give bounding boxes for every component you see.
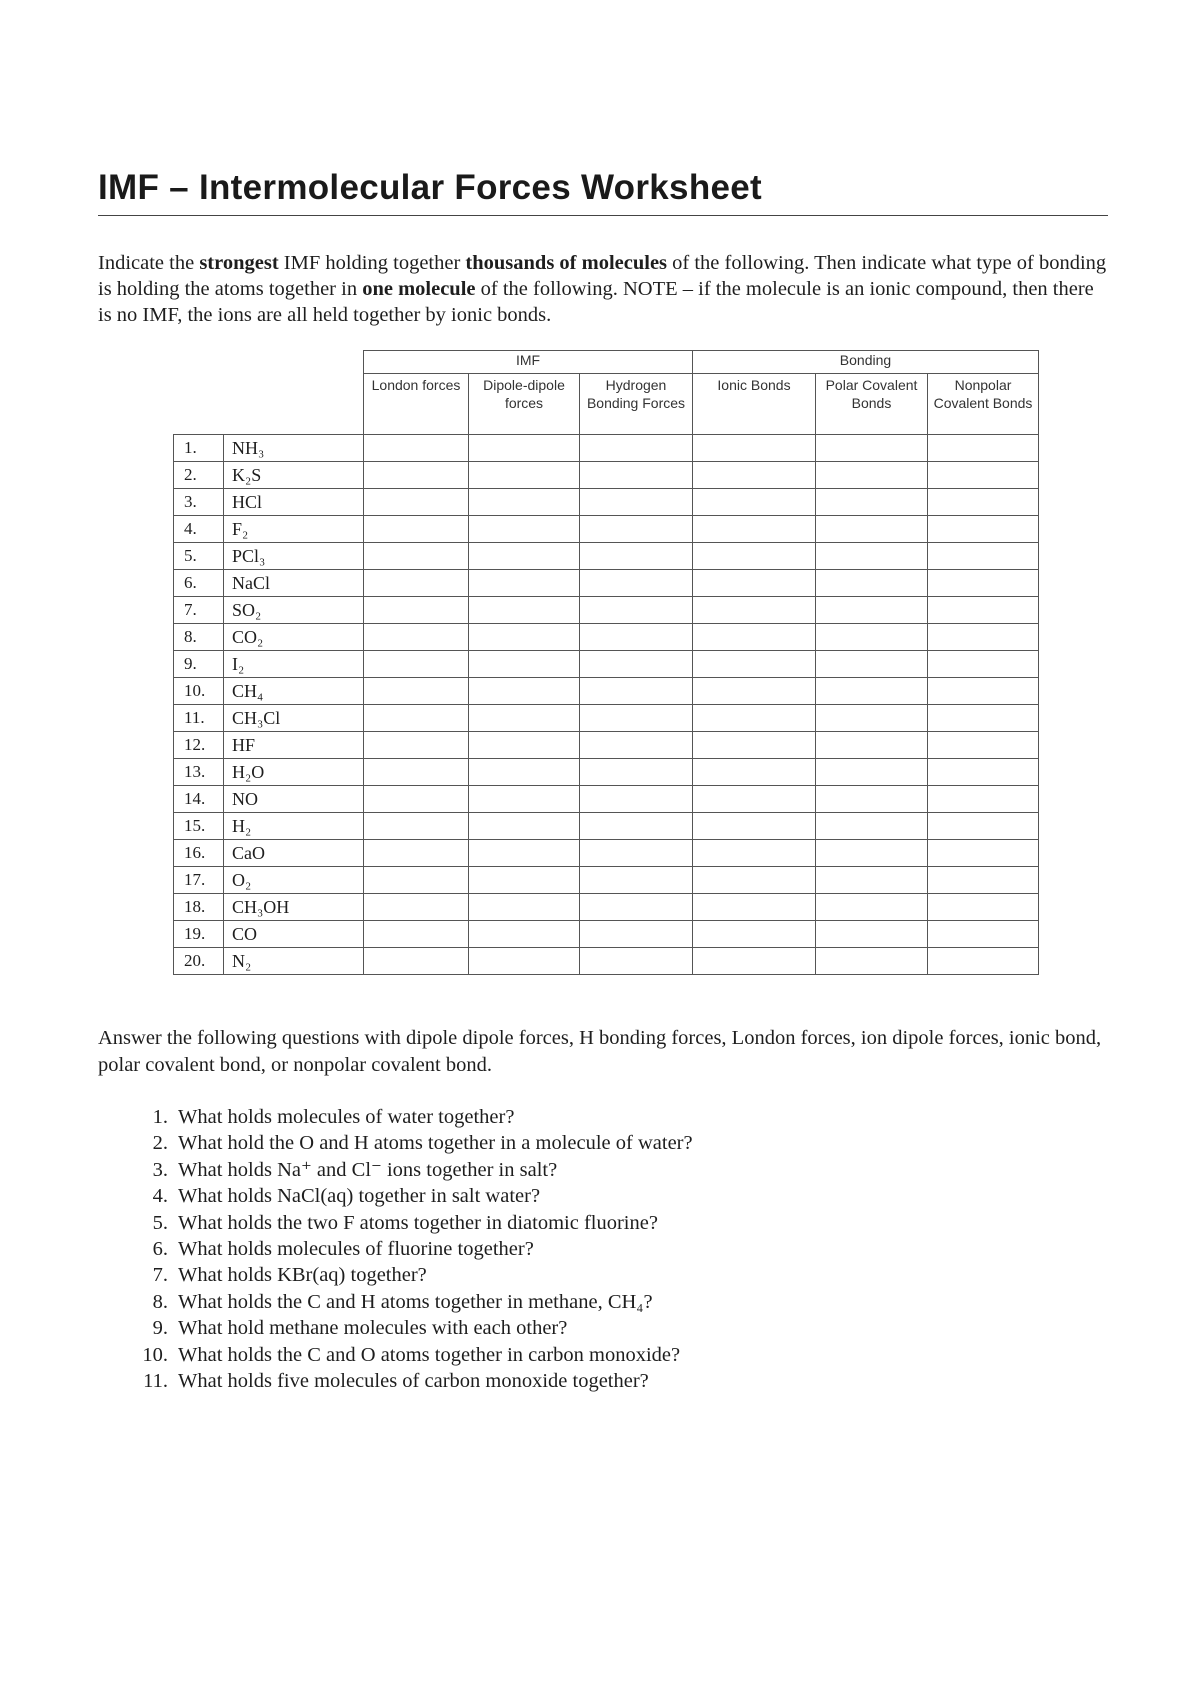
compound-formula: O₂ <box>224 867 364 894</box>
answer-cell-london[interactable] <box>364 516 469 543</box>
table-row <box>174 759 1039 786</box>
answer-cell-ionic[interactable] <box>693 948 816 975</box>
answer-cell-dipole[interactable] <box>469 705 580 732</box>
question-item <box>132 1157 693 1183</box>
answer-cell-nonpolar-covalent[interactable] <box>928 894 1039 921</box>
answer-cell-nonpolar-covalent[interactable] <box>928 840 1039 867</box>
answer-cell-london[interactable] <box>364 570 469 597</box>
table-row <box>174 894 1039 921</box>
answer-cell-dipole[interactable] <box>469 543 580 570</box>
answer-cell-nonpolar-covalent[interactable] <box>928 543 1039 570</box>
table-body <box>174 435 1039 975</box>
question-text: What holds NaCl(aq) together in salt water? <box>178 1185 541 1208</box>
compound-formula: K₂S <box>224 462 364 489</box>
question-number: 5. <box>152 1211 168 1234</box>
answer-cell-hydrogen[interactable] <box>580 435 693 462</box>
question-text: What holds the C and O atoms together in carbon monoxide? <box>178 1343 681 1366</box>
row-number: 5. <box>174 543 224 570</box>
answer-cell-polar-covalent[interactable] <box>816 516 928 543</box>
question-item <box>132 1210 693 1236</box>
answer-cell-polar-covalent[interactable] <box>816 624 928 651</box>
answer-cell-dipole[interactable] <box>469 435 580 462</box>
answer-cell-london[interactable] <box>364 651 469 678</box>
row-number: 12. <box>174 732 224 759</box>
table-row <box>174 624 1039 651</box>
answer-cell-ionic[interactable] <box>693 867 816 894</box>
answer-cell-nonpolar-covalent[interactable] <box>928 678 1039 705</box>
answer-cell-ionic[interactable] <box>693 597 816 624</box>
compound-formula: HCl <box>224 489 364 516</box>
answer-cell-hydrogen[interactable] <box>580 570 693 597</box>
answer-cell-ionic[interactable] <box>693 759 816 786</box>
question-text: What holds Na⁺ and Cl⁻ ions together in salt? <box>178 1158 558 1181</box>
col-header-hydrogen: Hydrogen Bonding Forces <box>580 374 693 435</box>
table-row <box>174 435 1039 462</box>
group-header-bonding: Bonding <box>693 351 1039 374</box>
answer-cell-polar-covalent[interactable] <box>816 921 928 948</box>
answer-cell-polar-covalent[interactable] <box>816 489 928 516</box>
question-text: What holds molecules of fluorine together? <box>178 1238 534 1261</box>
answer-cell-london[interactable] <box>364 597 469 624</box>
answer-cell-london[interactable] <box>364 705 469 732</box>
answer-cell-ionic[interactable] <box>693 894 816 921</box>
question-item <box>132 1262 693 1288</box>
answer-cell-dipole[interactable] <box>469 489 580 516</box>
answer-cell-nonpolar-covalent[interactable] <box>928 786 1039 813</box>
answer-cell-london[interactable] <box>364 489 469 516</box>
row-number: 16. <box>174 840 224 867</box>
answer-cell-polar-covalent[interactable] <box>816 786 928 813</box>
row-number: 10. <box>174 678 224 705</box>
question-text: What hold the O and H atoms together in a molecule of water? <box>178 1132 693 1155</box>
intro-bold-strongest: strongest <box>199 252 279 274</box>
answer-cell-nonpolar-covalent[interactable] <box>928 921 1039 948</box>
compound-formula: H₂O <box>224 759 364 786</box>
table-row <box>174 786 1039 813</box>
answer-cell-polar-covalent[interactable] <box>816 840 928 867</box>
answer-cell-ionic[interactable] <box>693 813 816 840</box>
intro-bold-thousands: thousands of molecules <box>465 252 668 274</box>
answer-cell-nonpolar-covalent[interactable] <box>928 435 1039 462</box>
question-number: 3. <box>152 1158 168 1181</box>
compound-formula: CaO <box>224 840 364 867</box>
worksheet-title: IMF – Intermolecular Forces Worksheet <box>98 168 762 207</box>
question-text: What holds the two F atoms together in diatomic fluorine? <box>178 1211 658 1234</box>
answer-cell-polar-covalent[interactable] <box>816 570 928 597</box>
table-row <box>174 597 1039 624</box>
answer-cell-hydrogen[interactable] <box>580 894 693 921</box>
answer-cell-hydrogen[interactable] <box>580 597 693 624</box>
answer-cell-hydrogen[interactable] <box>580 651 693 678</box>
answer-cell-dipole[interactable] <box>469 516 580 543</box>
table-row <box>174 678 1039 705</box>
answer-cell-polar-covalent[interactable] <box>816 651 928 678</box>
answer-cell-london[interactable] <box>364 732 469 759</box>
answer-cell-ionic[interactable] <box>693 489 816 516</box>
answer-cell-nonpolar-covalent[interactable] <box>928 597 1039 624</box>
answer-cell-dipole[interactable] <box>469 921 580 948</box>
row-number: 6. <box>174 570 224 597</box>
answer-cell-ionic[interactable] <box>693 705 816 732</box>
answer-cell-polar-covalent[interactable] <box>816 867 928 894</box>
answer-cell-dipole[interactable] <box>469 894 580 921</box>
answer-cell-ionic[interactable] <box>693 516 816 543</box>
answer-cell-dipole[interactable] <box>469 948 580 975</box>
group-header-imf: IMF <box>364 351 693 374</box>
answer-cell-hydrogen[interactable] <box>580 462 693 489</box>
answer-cell-ionic[interactable] <box>693 840 816 867</box>
question-list <box>132 1104 693 1394</box>
answer-cell-nonpolar-covalent[interactable] <box>928 867 1039 894</box>
answer-cell-dipole[interactable] <box>469 597 580 624</box>
row-number: 2. <box>174 462 224 489</box>
answer-cell-polar-covalent[interactable] <box>816 705 928 732</box>
answer-cell-dipole[interactable] <box>469 867 580 894</box>
answer-cell-hydrogen[interactable] <box>580 759 693 786</box>
row-number: 17. <box>174 867 224 894</box>
answer-cell-ionic[interactable] <box>693 786 816 813</box>
answer-cell-nonpolar-covalent[interactable] <box>928 489 1039 516</box>
title-underline <box>98 215 1108 216</box>
question-number: 6. <box>152 1238 168 1261</box>
answer-cell-london[interactable] <box>364 948 469 975</box>
answer-cell-london[interactable] <box>364 543 469 570</box>
answer-cell-nonpolar-covalent[interactable] <box>928 813 1039 840</box>
table-row <box>174 732 1039 759</box>
col-header-dipole: Dipole-dipole forces <box>469 374 580 435</box>
question-number: 7. <box>152 1264 168 1287</box>
answer-cell-london[interactable] <box>364 786 469 813</box>
answer-cell-hydrogen[interactable] <box>580 705 693 732</box>
answer-cell-hydrogen[interactable] <box>580 624 693 651</box>
table-row <box>174 516 1039 543</box>
table-row <box>174 543 1039 570</box>
table-row <box>174 840 1039 867</box>
compound-formula: NH₃ <box>224 435 364 462</box>
table-row <box>174 921 1039 948</box>
compound-formula: N₂ <box>224 948 364 975</box>
instructions-paragraph <box>98 250 1108 328</box>
col-header-nonpolar-covalent: Nonpolar Covalent Bonds <box>928 374 1039 435</box>
row-number: 3. <box>174 489 224 516</box>
table-row <box>174 570 1039 597</box>
question-number: 9. <box>152 1317 168 1340</box>
answer-cell-london[interactable] <box>364 462 469 489</box>
answer-cell-ionic[interactable] <box>693 462 816 489</box>
row-number: 13. <box>174 759 224 786</box>
answer-cell-hydrogen[interactable] <box>580 786 693 813</box>
answer-cell-nonpolar-covalent[interactable] <box>928 732 1039 759</box>
answer-cell-hydrogen[interactable] <box>580 867 693 894</box>
question-text: What holds molecules of water together? <box>178 1106 515 1128</box>
answer-cell-ionic[interactable] <box>693 921 816 948</box>
answer-cell-hydrogen[interactable] <box>580 948 693 975</box>
answer-cell-ionic[interactable] <box>693 543 816 570</box>
intro-text-1: Indicate the <box>98 252 200 274</box>
answer-cell-nonpolar-covalent[interactable] <box>928 570 1039 597</box>
question-number: 8. <box>152 1290 168 1313</box>
answer-cell-polar-covalent[interactable] <box>816 732 928 759</box>
compound-formula: PCl₃ <box>224 543 364 570</box>
imf-worksheet-table <box>173 350 1039 975</box>
table-row <box>174 948 1039 975</box>
answer-cell-london[interactable] <box>364 624 469 651</box>
answer-cell-ionic[interactable] <box>693 435 816 462</box>
answer-cell-nonpolar-covalent[interactable] <box>928 705 1039 732</box>
question-item <box>132 1104 693 1130</box>
row-number: 4. <box>174 516 224 543</box>
row-number: 15. <box>174 813 224 840</box>
answer-cell-polar-covalent[interactable] <box>816 435 928 462</box>
answer-cell-polar-covalent[interactable] <box>816 543 928 570</box>
question-number: 1. <box>152 1106 168 1128</box>
answer-cell-hydrogen[interactable] <box>580 543 693 570</box>
answer-cell-polar-covalent[interactable] <box>816 678 928 705</box>
row-number: 11. <box>174 705 224 732</box>
answer-cell-london[interactable] <box>364 894 469 921</box>
answer-cell-dipole[interactable] <box>469 813 580 840</box>
question-item <box>132 1183 693 1209</box>
answer-cell-dipole[interactable] <box>469 732 580 759</box>
intro-bold-one-molecule: one molecule <box>362 278 476 300</box>
row-number: 7. <box>174 597 224 624</box>
answer-cell-hydrogen[interactable] <box>580 678 693 705</box>
answer-cell-polar-covalent[interactable] <box>816 759 928 786</box>
answer-cell-ionic[interactable] <box>693 624 816 651</box>
answer-cell-nonpolar-covalent[interactable] <box>928 948 1039 975</box>
answer-cell-london[interactable] <box>364 840 469 867</box>
compound-formula: H₂ <box>224 813 364 840</box>
compound-formula: CH₄ <box>224 678 364 705</box>
compound-formula: CO <box>224 921 364 948</box>
row-number: 20. <box>174 948 224 975</box>
answer-cell-hydrogen[interactable] <box>580 516 693 543</box>
answer-cell-dipole[interactable] <box>469 570 580 597</box>
question-text: What holds KBr(aq) together? <box>178 1264 427 1287</box>
col-header-polar-covalent: Polar Covalent Bonds <box>816 374 928 435</box>
question-item <box>132 1289 693 1315</box>
intro-text-2: IMF holding together <box>278 252 466 274</box>
row-number: 1. <box>174 435 224 462</box>
table-row <box>174 705 1039 732</box>
row-number: 18. <box>174 894 224 921</box>
question-number: 11. <box>143 1370 168 1393</box>
answer-cell-dipole[interactable] <box>469 651 580 678</box>
row-number: 14. <box>174 786 224 813</box>
answer-cell-hydrogen[interactable] <box>580 840 693 867</box>
question-item <box>132 1315 693 1341</box>
answer-cell-polar-covalent[interactable] <box>816 813 928 840</box>
compound-formula: F₂ <box>224 516 364 543</box>
compound-formula: CH₃OH <box>224 894 364 921</box>
answer-cell-ionic[interactable] <box>693 651 816 678</box>
intro-text-4: of the following. NOTE – if the molecule is an ionic compound, then there is no IMF, the ions are all held together by ionic bonds. <box>98 278 1094 326</box>
compound-formula: CH₃Cl <box>224 705 364 732</box>
answer-cell-london[interactable] <box>364 867 469 894</box>
compound-formula: I₂ <box>224 651 364 678</box>
answer-cell-polar-covalent[interactable] <box>816 597 928 624</box>
answer-cell-london[interactable] <box>364 678 469 705</box>
table-row <box>174 867 1039 894</box>
answer-cell-nonpolar-covalent[interactable] <box>928 651 1039 678</box>
table-row <box>174 651 1039 678</box>
compound-formula: NO <box>224 786 364 813</box>
answer-cell-ionic[interactable] <box>693 678 816 705</box>
question-number: 4. <box>152 1185 168 1208</box>
answer-cell-hydrogen[interactable] <box>580 489 693 516</box>
row-number: 8. <box>174 624 224 651</box>
table-row <box>174 462 1039 489</box>
answer-cell-dipole[interactable] <box>469 759 580 786</box>
question-number: 2. <box>152 1132 168 1155</box>
answer-cell-dipole[interactable] <box>469 624 580 651</box>
answer-cell-ionic[interactable] <box>693 732 816 759</box>
intro-text-3: of the following. Then indicate what type of bonding is holding the atoms together in <box>98 252 1107 300</box>
answer-cell-london[interactable] <box>364 921 469 948</box>
question-text: What hold methane molecules with each other? <box>178 1317 568 1340</box>
answer-instructions: Answer the following questions with dipole dipole forces, H bonding forces, London forces, ion dipole forces, ionic bond, polar covalent bond, or nonpolar covalent bond. <box>98 1027 1102 1076</box>
question-number: 10. <box>142 1343 168 1366</box>
table-row <box>174 813 1039 840</box>
answer-cell-polar-covalent[interactable] <box>816 948 928 975</box>
answer-cell-london[interactable] <box>364 759 469 786</box>
table-row <box>174 489 1039 516</box>
question-item <box>132 1130 693 1156</box>
col-header-ionic: Ionic Bonds <box>693 374 816 435</box>
answer-cell-polar-covalent[interactable] <box>816 462 928 489</box>
answer-cell-nonpolar-covalent[interactable] <box>928 759 1039 786</box>
row-number: 9. <box>174 651 224 678</box>
row-number: 19. <box>174 921 224 948</box>
answer-cell-dipole[interactable] <box>469 840 580 867</box>
answer-cell-dipole[interactable] <box>469 678 580 705</box>
question-item <box>132 1236 693 1262</box>
answer-cell-london[interactable] <box>364 813 469 840</box>
col-header-london: London forces <box>364 374 469 435</box>
compound-formula: SO₂ <box>224 597 364 624</box>
answer-cell-hydrogen[interactable] <box>580 921 693 948</box>
question-text: What holds five molecules of carbon monoxide together? <box>178 1370 649 1393</box>
compound-formula: NaCl <box>224 570 364 597</box>
question-item <box>132 1342 693 1368</box>
answer-cell-dipole[interactable] <box>469 786 580 813</box>
answer-cell-hydrogen[interactable] <box>580 732 693 759</box>
question-text: What holds the C and H atoms together in methane, CH₄? <box>178 1290 653 1313</box>
table-corner <box>174 351 364 435</box>
answer-cell-dipole[interactable] <box>469 462 580 489</box>
answer-cell-nonpolar-covalent[interactable] <box>928 624 1039 651</box>
compound-formula: CO₂ <box>224 624 364 651</box>
answer-cell-ionic[interactable] <box>693 570 816 597</box>
question-item <box>132 1368 693 1394</box>
answer-cell-polar-covalent[interactable] <box>816 894 928 921</box>
answer-cell-london[interactable] <box>364 435 469 462</box>
answer-cell-nonpolar-covalent[interactable] <box>928 462 1039 489</box>
compound-formula: HF <box>224 732 364 759</box>
answer-cell-nonpolar-covalent[interactable] <box>928 516 1039 543</box>
answer-cell-hydrogen[interactable] <box>580 813 693 840</box>
